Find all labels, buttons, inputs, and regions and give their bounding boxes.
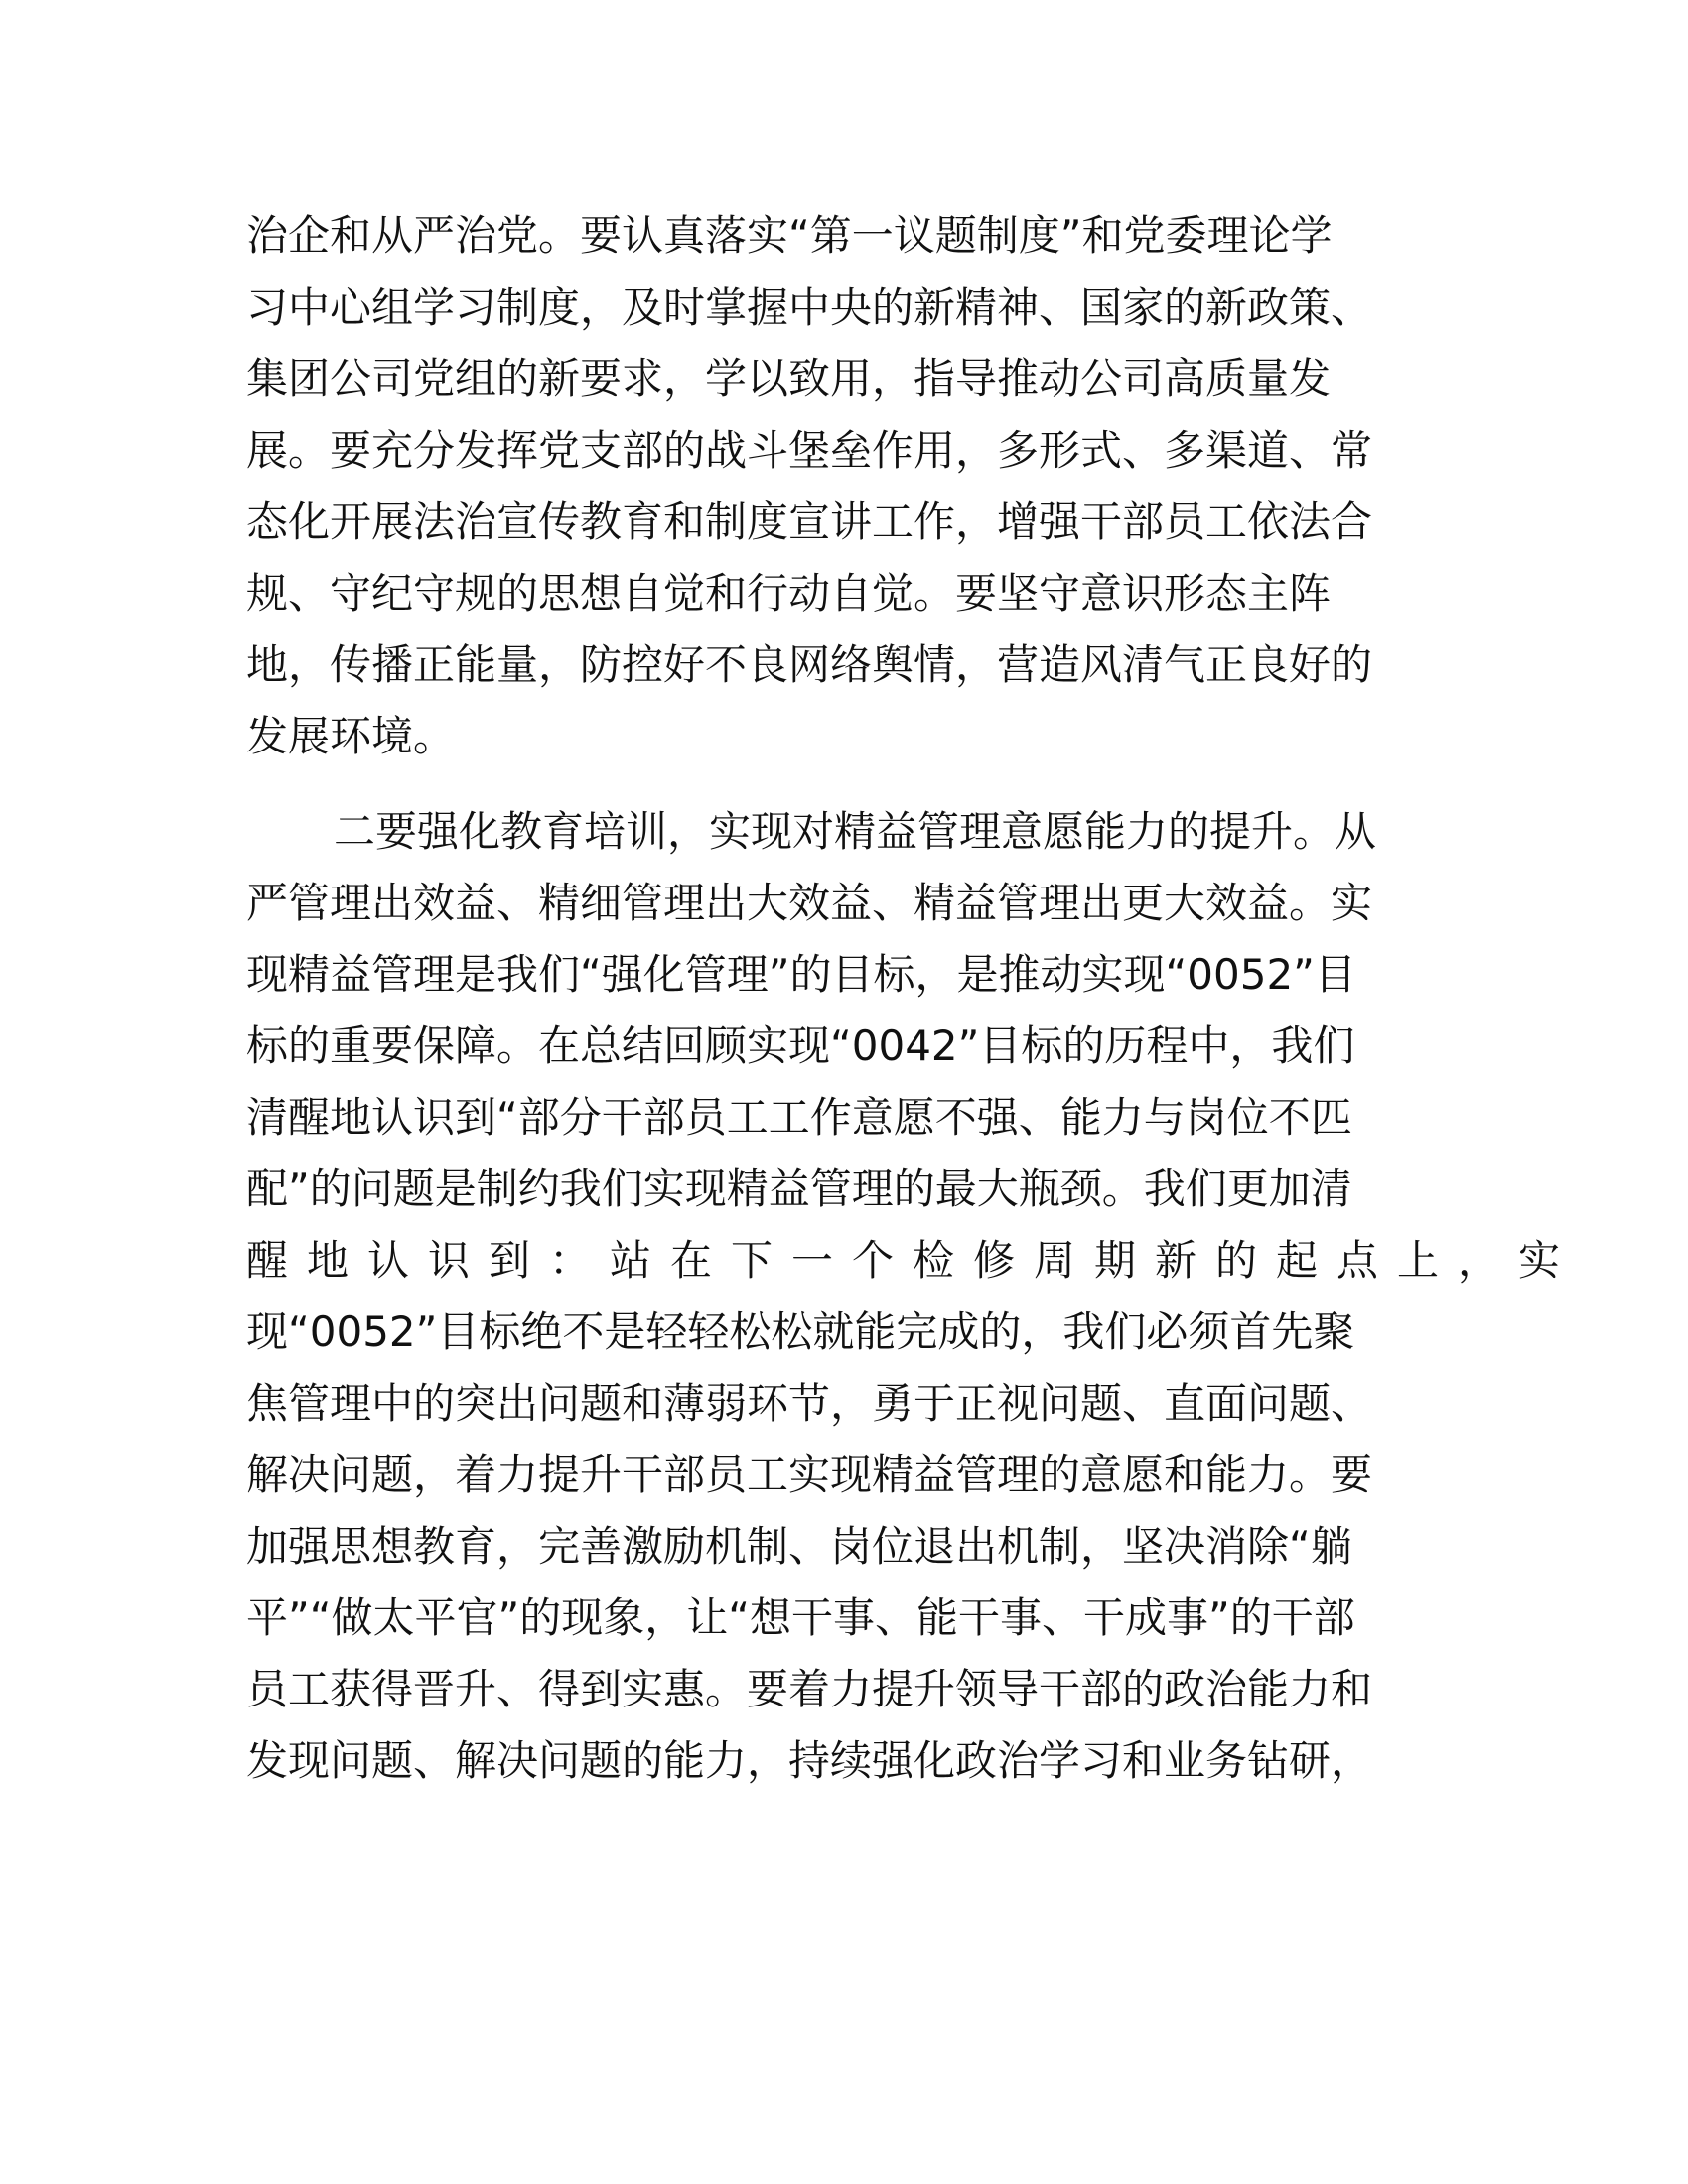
text-line: 现精益管理是我们“强化管理”的目标，是推动实现“0052”目 xyxy=(246,950,1356,999)
paragraph-spacer xyxy=(246,772,1438,796)
paragraph-1 xyxy=(246,201,1438,772)
text-line: 发展环境。 xyxy=(246,712,456,760)
body-text xyxy=(246,201,1580,1797)
text-line: 现“0052”目标绝不是轻轻松松就能完成的，我们必须首先聚 xyxy=(246,1307,1355,1356)
text-line: 清醒地认识到“部分干部员工工作意愿不强、能力与岗位不匹 xyxy=(246,1093,1352,1142)
text-line: 规、守纪守规的思想自觉和行动自觉。要坚守意识形态主阵 xyxy=(246,569,1332,617)
text-line: 治企和从严治党。要认真落实“第一议题制度”和党委理论学 xyxy=(246,211,1333,260)
text-line: 习中心组学习制度，及时掌握中央的新精神、国家的新政策、 xyxy=(246,283,1373,332)
text-line: 解决问题，着力提升干部员工实现精益管理的意愿和能力。要 xyxy=(246,1450,1373,1499)
text-line: 集团公司党组的新要求，学以致用，指导推动公司高质量发 xyxy=(246,354,1332,403)
text-line: 态化开展法治宣传教育和制度宣讲工作，增强干部员工依法合 xyxy=(246,497,1373,546)
text-line: 焦管理中的突出问题和薄弱环节，勇于正视问题、直面问题、 xyxy=(246,1379,1373,1428)
text-line: 展。要充分发挥党支部的战斗堡垒作用，多形式、多渠道、常 xyxy=(246,426,1373,475)
text-line: 标的重要保障。在总结回顾实现“0042”目标的历程中，我们 xyxy=(246,1022,1355,1070)
text-line: 加强思想教育，完善激励机制、岗位退出机制，坚决消除“躺 xyxy=(246,1522,1352,1570)
text-line: 地，传播正能量，防控好不良网络舆情，营造风清气正良好的 xyxy=(246,640,1373,689)
text-line: 醒地认识到：站在下一个检修周期新的起点上，实 xyxy=(246,1236,1580,1285)
text-line: 二要强化教育培训，实现对精益管理意愿能力的提升。从 xyxy=(334,807,1377,856)
text-line: 员工获得晋升、得到实惠。要着力提升领导干部的政治能力和 xyxy=(246,1665,1373,1713)
paragraph-2 xyxy=(246,796,1580,1797)
text-line: 严管理出效益、精细管理出大效益、精益管理出更大效益。实 xyxy=(246,879,1373,927)
text-line: 平”“做太平官”的现象，让“想干事、能干事、干成事”的干部 xyxy=(246,1593,1355,1642)
text-line: 发现问题、解决问题的能力，持续强化政治学习和业务钻研， xyxy=(246,1736,1373,1785)
text-line: 配”的问题是制约我们实现精益管理的最大瓶颈。我们更加清 xyxy=(246,1164,1352,1213)
